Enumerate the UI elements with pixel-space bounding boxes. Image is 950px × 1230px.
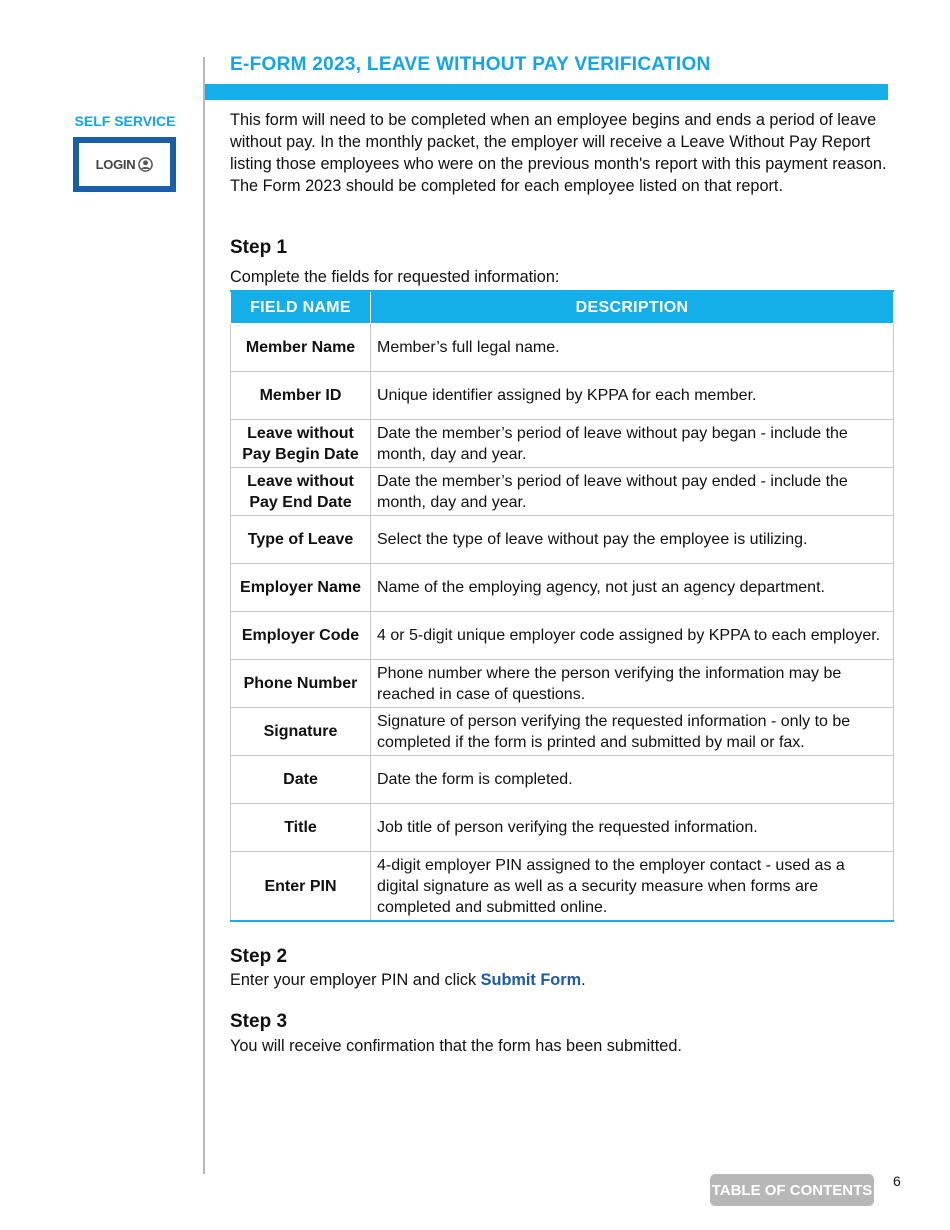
step3-text: You will receive confirmation that the form has been submitted.	[230, 1037, 682, 1055]
table-row	[231, 564, 894, 612]
description-cell: Date the member’s period of leave without pay began - include the month, day and year.	[371, 420, 894, 468]
table-header-row	[231, 291, 894, 324]
field-name-cell: Title	[231, 804, 371, 852]
login-button-inner	[79, 143, 170, 186]
description-cell: Phone number where the person verifying the information may be reached in case of questions.	[371, 660, 894, 708]
step2-text	[230, 969, 586, 991]
page-number: 6	[893, 1173, 901, 1189]
table-row	[231, 804, 894, 852]
step1-text: Complete the fields for requested information:	[230, 268, 560, 286]
field-name-cell: Date	[231, 756, 371, 804]
description-cell: Select the type of leave without pay the employee is utilizing.	[371, 516, 894, 564]
table-body	[231, 324, 894, 922]
step3-heading: Step 3	[230, 1011, 288, 1032]
table-row	[231, 852, 894, 922]
field-name-cell: Leave without Pay End Date	[231, 468, 371, 516]
submit-form-link[interactable]: Submit Form	[480, 971, 582, 989]
field-name-cell: Member Name	[231, 324, 371, 372]
step2-text-before: Enter your employer PIN and click	[230, 971, 481, 989]
table-row	[231, 516, 894, 564]
field-name-cell: Type of Leave	[231, 516, 371, 564]
description-cell: Date the member’s period of leave without pay ended - include the month, day and year.	[371, 468, 894, 516]
table-row	[231, 324, 894, 372]
field-name-cell: Employer Name	[231, 564, 371, 612]
description-cell: Member’s full legal name.	[371, 324, 894, 372]
fields-table	[230, 290, 894, 922]
table-row	[231, 612, 894, 660]
table-row	[231, 468, 894, 516]
field-name-cell: Signature	[231, 708, 371, 756]
intro-paragraph: This form will need to be completed when an employee begins and ends a period of leave without pay. In the monthly packet, the employer will receive a Leave Without Pay Report listing those employees who were on the previous month's report with this payment reason. The Form 2023 should be completed for each employee listed on that report.	[230, 111, 887, 195]
column-header-description: DESCRIPTION	[371, 291, 894, 324]
description-cell: Date the form is completed.	[371, 756, 894, 804]
table-row	[231, 372, 894, 420]
field-name-cell: Employer Code	[231, 612, 371, 660]
login-button[interactable]	[73, 137, 176, 192]
user-circle-icon	[138, 157, 153, 172]
field-name-cell: Leave without Pay Begin Date	[231, 420, 371, 468]
description-cell: Signature of person verifying the requested information - only to be completed if the form is printed and submitted by mail or fax.	[371, 708, 894, 756]
table-of-contents-button[interactable]: TABLE OF CONTENTS	[710, 1174, 874, 1206]
table-row	[231, 660, 894, 708]
page-divider-line	[203, 57, 205, 1174]
login-label: LOGIN	[95, 157, 136, 172]
description-cell: 4 or 5-digit unique employer code assigned by KPPA to each employer.	[371, 612, 894, 660]
column-header-field-name: FIELD NAME	[231, 291, 371, 324]
field-name-cell: Member ID	[231, 372, 371, 420]
description-cell: Name of the employing agency, not just an agency department.	[371, 564, 894, 612]
table-row	[231, 708, 894, 756]
self-service-label: SELF SERVICE	[74, 113, 176, 129]
description-cell: Unique identifier assigned by KPPA for each member.	[371, 372, 894, 420]
step2-heading: Step 2	[230, 946, 288, 967]
table-row	[231, 756, 894, 804]
field-name-cell: Enter PIN	[231, 852, 371, 922]
step1-heading: Step 1	[230, 237, 288, 258]
field-name-cell: Phone Number	[231, 660, 371, 708]
description-cell: Job title of person verifying the requested information.	[371, 804, 894, 852]
table-row	[231, 420, 894, 468]
page-title: E-FORM 2023, LEAVE WITHOUT PAY VERIFICATION	[230, 54, 711, 75]
step2-text-after: .	[581, 971, 586, 989]
description-cell: 4-digit employer PIN assigned to the employer contact - used as a digital signature as well as a security measure when forms are completed and submitted online.	[371, 852, 894, 922]
title-accent-bar	[205, 84, 888, 100]
